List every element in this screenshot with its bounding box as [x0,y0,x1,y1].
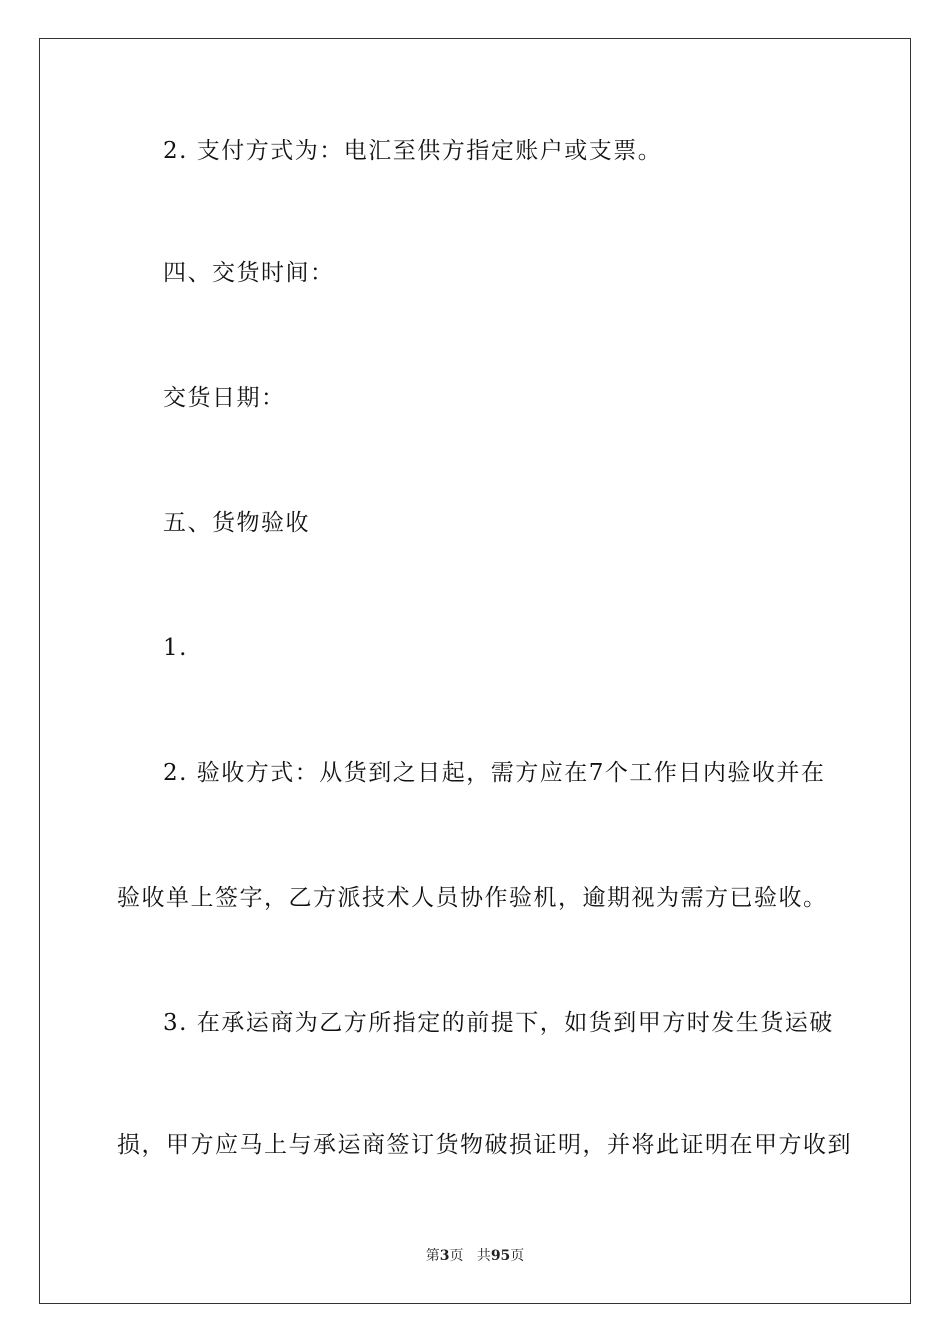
footer-page-prefix: 第 [425,1248,440,1264]
paragraph-payment-method: 2. 支付方式为：电汇至供方指定账户或支票。 [163,138,663,164]
paragraph-delivery-date: 交货日期： [163,385,286,411]
page-border [39,38,911,1304]
footer-total-pages: 95 [490,1248,511,1264]
paragraph-carrier-damage: 3. 在承运商为乙方所指定的前提下，如货到甲方时发生货运破 [163,1010,834,1036]
page-footer [0,1246,950,1266]
footer-page-suffix: 页 [449,1248,464,1264]
paragraph-carrier-damage-cont: 损，甲方应马上与承运商签订货物破损证明，并将此证明在甲方收到 [117,1132,852,1158]
footer-page-number: 3 [439,1248,450,1264]
footer-total-suffix: 页 [510,1248,525,1264]
paragraph-item-1: 1. [163,635,188,661]
heading-delivery-time: 四、交货时间： [163,260,335,286]
heading-goods-acceptance: 五、货物验收 [163,510,310,536]
paragraph-acceptance-method: 2. 验收方式：从货到之日起，需方应在7个工作日内验收并在 [163,760,826,786]
paragraph-acceptance-method-cont: 验收单上签字，乙方派技术人员协作验机，逾期视为需方已验收。 [117,885,828,911]
footer-total-prefix: 共 [476,1248,491,1264]
